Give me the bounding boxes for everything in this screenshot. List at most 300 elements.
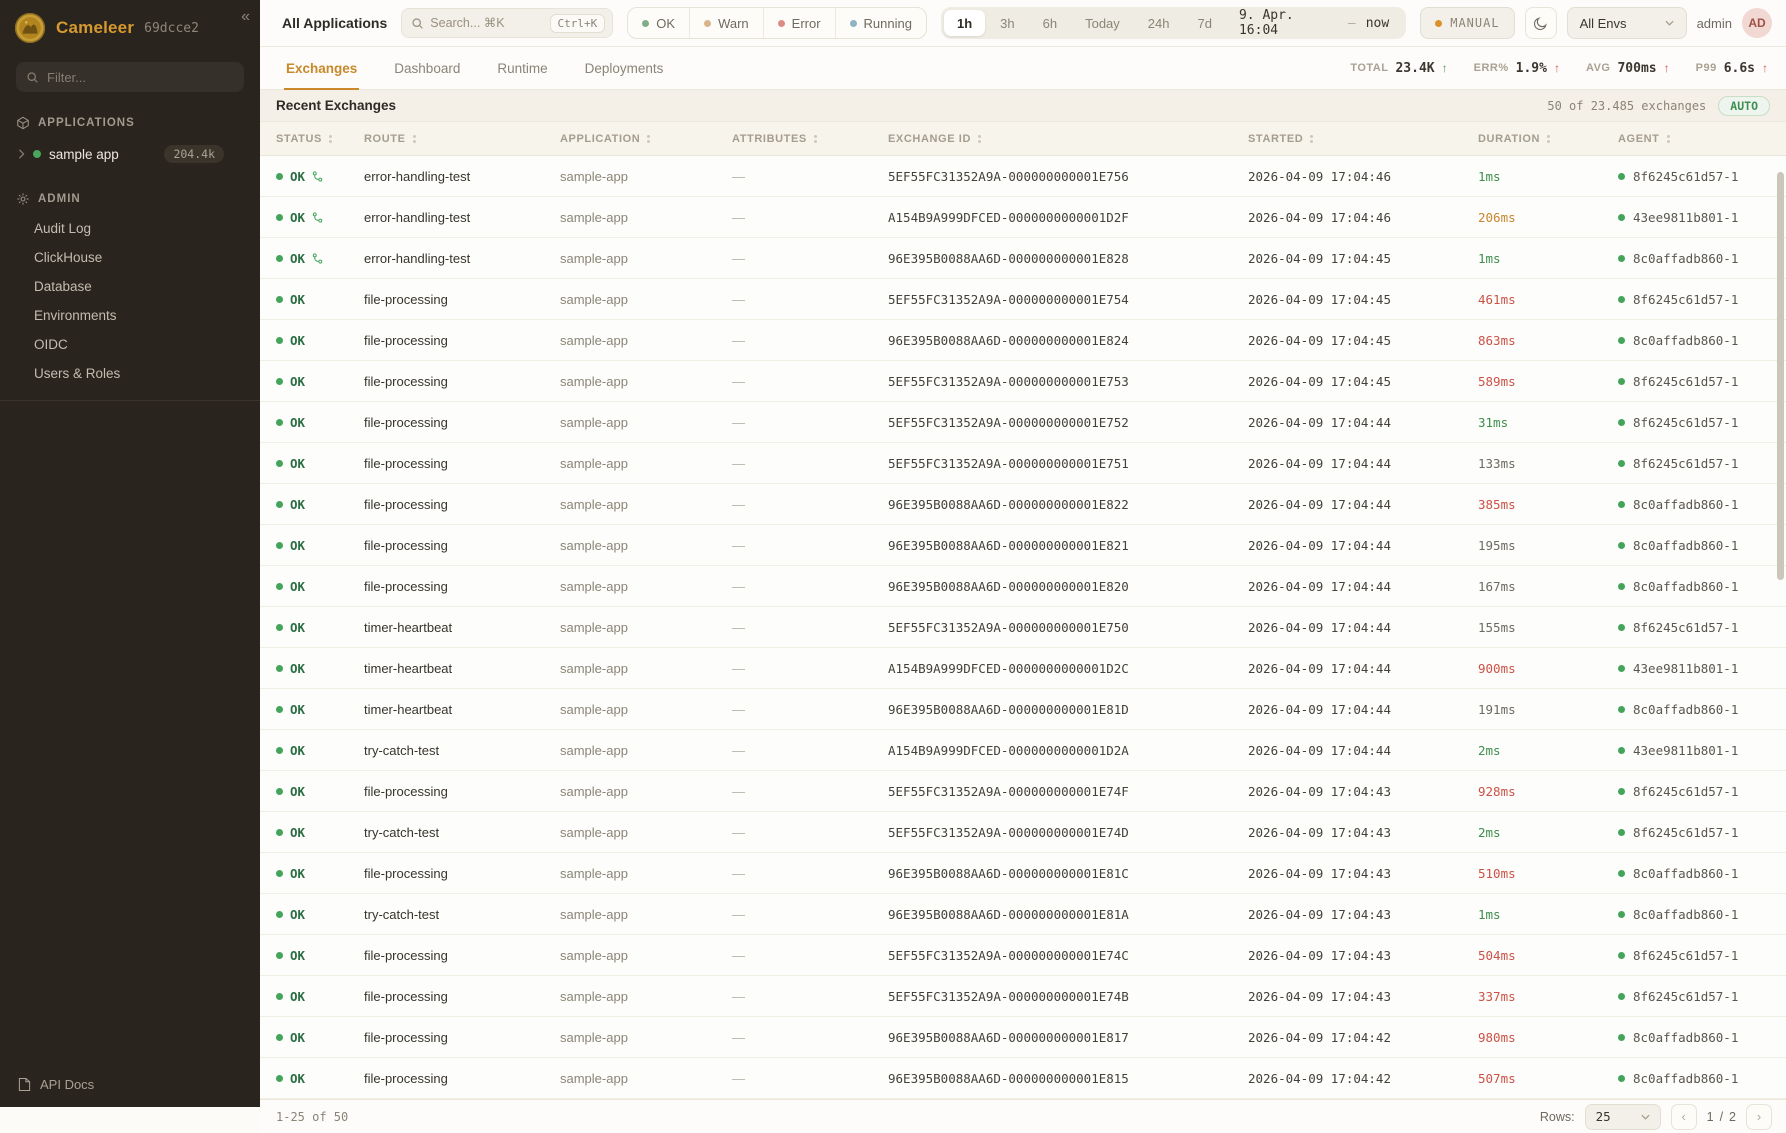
attributes-cell: — <box>732 373 745 389</box>
agent-id: 8f6245c61d57-1 <box>1633 619 1739 635</box>
status-dot <box>276 706 283 713</box>
duration-cell: 195ms <box>1478 537 1516 553</box>
sidebar-divider <box>0 400 260 401</box>
agent-id: 43ee9811b801-1 <box>1633 660 1739 676</box>
agent-status-dot <box>1618 829 1625 836</box>
vertical-scrollbar[interactable] <box>1777 172 1784 580</box>
refresh-mode-button[interactable] <box>1420 7 1514 39</box>
exchange-id-cell: 96E395B0088AA6D-000000000001E81C <box>888 865 1129 881</box>
duration-cell: 461ms <box>1478 291 1516 307</box>
table-row[interactable] <box>260 935 1786 976</box>
status-label: OK <box>290 988 306 1004</box>
application-cell: sample-app <box>560 537 628 553</box>
agent-status-dot <box>1618 173 1625 180</box>
duration-cell: 133ms <box>1478 455 1516 471</box>
started-cell: 2026-04-09 17:04:45 <box>1248 291 1391 307</box>
status-cell <box>276 784 364 799</box>
table-row[interactable] <box>260 156 1786 197</box>
status-filter-dot <box>778 20 785 27</box>
attributes-cell: — <box>732 701 745 717</box>
status-dot <box>276 173 283 180</box>
status-cell <box>276 825 364 840</box>
application-cell: sample-app <box>560 168 628 184</box>
attributes-cell: — <box>732 455 745 471</box>
agent-id: 8c0affadb860-1 <box>1633 1070 1739 1086</box>
attributes-cell: — <box>732 947 745 963</box>
table-title-right <box>1547 96 1770 116</box>
attributes-cell: — <box>732 865 745 881</box>
sidebar-admin-item[interactable]: Database <box>34 279 92 294</box>
started-cell: 2026-04-09 17:04:44 <box>1248 619 1391 635</box>
table-row[interactable] <box>260 443 1786 484</box>
attributes-cell: — <box>732 209 745 225</box>
agent-id: 8c0affadb860-1 <box>1633 250 1739 266</box>
started-cell: 2026-04-09 17:04:45 <box>1248 250 1391 266</box>
status-label: OK <box>290 209 306 225</box>
manual-mode-label: MANUAL <box>1450 16 1500 30</box>
table-row[interactable] <box>260 894 1786 935</box>
column-header[interactable] <box>560 133 732 145</box>
application-cell: sample-app <box>560 578 628 594</box>
route-cell: file-processing <box>364 988 448 1004</box>
column-header[interactable] <box>1478 133 1618 145</box>
application-cell: sample-app <box>560 619 628 635</box>
stat-value: 23.4K <box>1395 60 1435 76</box>
application-cell: sample-app <box>560 865 628 881</box>
column-header[interactable] <box>888 133 1248 145</box>
duration-cell: 2ms <box>1478 824 1501 840</box>
column-header[interactable] <box>276 133 364 145</box>
status-dot <box>276 1075 283 1082</box>
build-hash: 69dcce2 <box>144 20 199 36</box>
duration-cell: 337ms <box>1478 988 1516 1004</box>
time-range-group <box>941 7 1406 39</box>
user-avatar[interactable]: AD <box>1742 8 1772 38</box>
exchange-id-cell: 96E395B0088AA6D-000000000001E828 <box>888 250 1129 266</box>
route-cell: file-processing <box>364 578 448 594</box>
duration-cell: 167ms <box>1478 578 1516 594</box>
agent-id: 8c0affadb860-1 <box>1633 332 1739 348</box>
application-cell: sample-app <box>560 373 628 389</box>
dark-mode-toggle[interactable] <box>1525 7 1557 39</box>
agent-cell <box>1618 743 1786 758</box>
agent-status-dot <box>1618 419 1625 426</box>
column-header[interactable] <box>732 133 888 145</box>
page-separator: / <box>1719 1109 1724 1124</box>
duration-cell: 31ms <box>1478 414 1509 430</box>
started-cell: 2026-04-09 17:04:46 <box>1248 209 1391 225</box>
tab[interactable]: Runtime <box>495 47 549 89</box>
status-label: OK <box>290 1029 306 1045</box>
route-cell: error-handling-test <box>364 250 471 266</box>
route-cell: error-handling-test <box>364 209 471 225</box>
started-cell: 2026-04-09 17:04:43 <box>1248 824 1391 840</box>
attributes-cell: — <box>732 783 745 799</box>
exchange-id-cell: 5EF55FC31352A9A-000000000001E751 <box>888 455 1129 471</box>
agent-cell <box>1618 251 1786 266</box>
application-cell: sample-app <box>560 988 628 1004</box>
attributes-cell: — <box>732 578 745 594</box>
started-cell: 2026-04-09 17:04:42 <box>1248 1070 1391 1086</box>
status-cell <box>276 374 364 389</box>
duration-cell: 928ms <box>1478 783 1516 799</box>
exchange-id-cell: 5EF55FC31352A9A-000000000001E753 <box>888 373 1129 389</box>
status-dot <box>276 378 283 385</box>
stat-value: 700ms <box>1617 60 1657 76</box>
range-to: now <box>1365 15 1390 31</box>
sidebar-admin-item[interactable]: OIDC <box>34 337 68 352</box>
status-dot <box>276 296 283 303</box>
table-title: Recent Exchanges <box>276 98 397 113</box>
time-range-button[interactable]: 6h <box>1030 10 1070 36</box>
exchange-id-cell: 5EF55FC31352A9A-000000000001E74C <box>888 947 1129 963</box>
agent-status-dot <box>1618 542 1625 549</box>
time-range-button[interactable]: 7d <box>1185 10 1225 36</box>
table-row[interactable] <box>260 361 1786 402</box>
time-range-button[interactable]: Today <box>1072 10 1133 36</box>
table-row[interactable] <box>260 238 1786 279</box>
status-dot <box>276 665 283 672</box>
agent-cell <box>1618 907 1786 922</box>
agent-status-dot <box>1618 706 1625 713</box>
started-cell: 2026-04-09 17:04:43 <box>1248 947 1391 963</box>
route-cell: file-processing <box>364 291 448 307</box>
agent-id: 8f6245c61d57-1 <box>1633 168 1739 184</box>
status-label: OK <box>290 660 306 676</box>
attributes-cell: — <box>732 414 745 430</box>
route-cell: file-processing <box>364 783 448 799</box>
application-cell: sample-app <box>560 455 628 471</box>
stat-value: 6.6s <box>1723 60 1755 76</box>
application-cell: sample-app <box>560 414 628 430</box>
agent-cell <box>1618 579 1786 594</box>
agent-id: 8f6245c61d57-1 <box>1633 455 1739 471</box>
column-header-label: DURATION <box>1478 132 1541 145</box>
application-cell: sample-app <box>560 701 628 717</box>
table-row[interactable] <box>260 525 1786 566</box>
table-row[interactable] <box>260 771 1786 812</box>
attributes-cell: — <box>732 1029 745 1045</box>
column-header[interactable] <box>364 133 560 145</box>
search-icon <box>26 71 39 84</box>
agent-status-dot <box>1618 255 1625 262</box>
exchange-id-cell: 5EF55FC31352A9A-000000000001E74D <box>888 824 1129 840</box>
table-row[interactable] <box>260 566 1786 607</box>
agent-cell <box>1618 784 1786 799</box>
rows-per-page-select[interactable] <box>1585 1104 1661 1130</box>
status-dot <box>276 788 283 795</box>
stat-value: 1.9% <box>1515 60 1547 76</box>
duration-cell: 1ms <box>1478 906 1501 922</box>
status-label: OK <box>290 291 306 307</box>
exchange-id-cell: 5EF55FC31352A9A-000000000001E756 <box>888 168 1129 184</box>
agent-cell <box>1618 497 1786 512</box>
gear-icon <box>16 192 30 206</box>
status-cell <box>276 456 364 471</box>
status-dot <box>276 542 283 549</box>
exchange-count-summary: 50 of 23.485 exchanges <box>1547 98 1707 113</box>
started-cell: 2026-04-09 17:04:44 <box>1248 496 1391 512</box>
route-cell: timer-heartbeat <box>364 619 453 635</box>
table-row[interactable] <box>260 607 1786 648</box>
page-indicator <box>1707 1110 1736 1124</box>
tab[interactable]: Dashboard <box>392 47 462 89</box>
sidebar-admin-item[interactable]: Users & Roles <box>34 366 121 381</box>
duration-cell: 385ms <box>1478 496 1516 512</box>
route-cell: file-processing <box>364 865 448 881</box>
application-cell: sample-app <box>560 947 628 963</box>
stat <box>1474 61 1560 76</box>
custom-range-display[interactable] <box>1227 8 1403 38</box>
sidebar <box>0 0 260 1107</box>
status-cell <box>276 415 364 430</box>
exchange-id-cell: A154B9A999DFCED-0000000000001D2F <box>888 209 1129 225</box>
stat <box>1696 61 1768 76</box>
agent-cell <box>1618 169 1786 184</box>
sidebar-filter-input[interactable] <box>47 70 234 85</box>
status-label: OK <box>290 332 306 348</box>
table-row[interactable] <box>260 689 1786 730</box>
environment-select[interactable] <box>1567 7 1687 39</box>
agent-status-dot <box>1618 583 1625 590</box>
status-dot <box>276 501 283 508</box>
sort-icon <box>647 135 650 138</box>
duration-cell: 863ms <box>1478 332 1516 348</box>
duration-cell: 1ms <box>1478 168 1501 184</box>
agent-status-dot <box>1618 501 1625 508</box>
sort-icon <box>1310 135 1313 138</box>
route-cell: try-catch-test <box>364 824 440 840</box>
attributes-cell: — <box>732 906 745 922</box>
table-row[interactable] <box>260 1017 1786 1058</box>
started-cell: 2026-04-09 17:04:45 <box>1248 332 1391 348</box>
status-filter-button[interactable] <box>764 8 836 38</box>
route-cell: file-processing <box>364 455 448 471</box>
status-label: OK <box>290 496 306 512</box>
started-cell: 2026-04-09 17:04:44 <box>1248 414 1391 430</box>
agent-cell <box>1618 333 1786 348</box>
chevron-left-icon: ‹ <box>1681 1109 1686 1124</box>
table-row[interactable] <box>260 1058 1786 1099</box>
status-cell <box>276 702 364 717</box>
status-filter-dot <box>704 20 711 27</box>
started-cell: 2026-04-09 17:04:44 <box>1248 742 1391 758</box>
main-tabs <box>284 47 698 89</box>
table-row[interactable] <box>260 812 1786 853</box>
exchange-id-cell: 96E395B0088AA6D-000000000001E824 <box>888 332 1129 348</box>
started-cell: 2026-04-09 17:04:44 <box>1248 701 1391 717</box>
trend-arrow-icon: ↑ <box>1762 61 1768 75</box>
rows-per-page-label: Rows: <box>1539 1109 1575 1124</box>
chevron-right-icon[interactable] <box>18 149 25 159</box>
route-cell: file-processing <box>364 414 448 430</box>
table-row[interactable] <box>260 402 1786 443</box>
table-footer <box>260 1099 1786 1133</box>
sidebar-item-sample-app[interactable] <box>0 138 260 170</box>
status-cell <box>276 948 364 963</box>
tabs-row <box>260 47 1786 90</box>
exchange-id-cell: 5EF55FC31352A9A-000000000001E750 <box>888 619 1129 635</box>
started-cell: 2026-04-09 17:04:42 <box>1248 1029 1391 1045</box>
started-cell: 2026-04-09 17:04:44 <box>1248 537 1391 553</box>
sidebar-filter[interactable] <box>16 62 244 92</box>
sidebar-admin-item[interactable]: Audit Log <box>34 221 92 236</box>
sidebar-admin-item[interactable]: ClickHouse <box>34 250 103 265</box>
application-cell: sample-app <box>560 250 628 266</box>
admin-section-header <box>0 184 260 214</box>
api-docs-link[interactable] <box>0 1062 260 1107</box>
agent-status-dot <box>1618 624 1625 631</box>
range-separator: — <box>1347 15 1356 31</box>
status-cell <box>276 907 364 922</box>
status-cell <box>276 333 364 348</box>
package-icon <box>16 116 30 130</box>
table-header <box>260 122 1786 156</box>
status-label: OK <box>290 947 306 963</box>
status-dot <box>276 214 283 221</box>
column-header[interactable] <box>1618 133 1786 145</box>
tab[interactable]: Exchanges <box>284 47 359 89</box>
duration-cell: 504ms <box>1478 947 1516 963</box>
application-cell: sample-app <box>560 1070 628 1086</box>
pagination-controls <box>1540 1104 1772 1130</box>
column-header-label: EXCHANGE ID <box>888 132 971 145</box>
attributes-cell: — <box>732 291 745 307</box>
all-applications-label[interactable]: All Applications <box>282 15 388 31</box>
table-row[interactable] <box>260 279 1786 320</box>
stat-label: ERR% <box>1473 62 1509 74</box>
status-label: OK <box>290 373 306 389</box>
auto-refresh-badge[interactable]: AUTO <box>1718 96 1770 116</box>
status-filter-button[interactable] <box>628 8 690 38</box>
exchange-id-cell: 5EF55FC31352A9A-000000000001E754 <box>888 291 1129 307</box>
status-filter-label: Error <box>791 15 821 31</box>
status-cell <box>276 989 364 1004</box>
started-cell: 2026-04-09 17:04:46 <box>1248 168 1391 184</box>
previous-page-button[interactable] <box>1671 1104 1697 1130</box>
exchange-id-cell: 96E395B0088AA6D-000000000001E817 <box>888 1029 1129 1045</box>
application-cell: sample-app <box>560 824 628 840</box>
agent-cell <box>1618 866 1786 881</box>
duration-cell: 2ms <box>1478 742 1501 758</box>
sort-icon <box>814 135 817 138</box>
chevron-down-icon <box>1641 1114 1650 1120</box>
route-cell: file-processing <box>364 373 448 389</box>
route-cell: file-processing <box>364 947 448 963</box>
status-cell <box>276 497 364 512</box>
route-cell: file-processing <box>364 1070 448 1086</box>
status-filter-button[interactable] <box>690 8 764 38</box>
agent-cell <box>1618 948 1786 963</box>
route-cell: file-processing <box>364 537 448 553</box>
column-header-label: STATUS <box>276 132 322 145</box>
column-header-label: ATTRIBUTES <box>732 132 807 145</box>
main-area <box>260 0 1786 1124</box>
table-row[interactable] <box>260 976 1786 1017</box>
started-cell: 2026-04-09 17:04:43 <box>1248 783 1391 799</box>
status-filter-button[interactable] <box>836 8 926 38</box>
exchange-id-cell: 5EF55FC31352A9A-000000000001E74B <box>888 988 1129 1004</box>
status-filter-label: Running <box>863 15 912 31</box>
stat-label: TOTAL <box>1350 62 1389 74</box>
table-row[interactable] <box>260 730 1786 771</box>
application-cell: sample-app <box>560 209 628 225</box>
exchange-id-cell: 96E395B0088AA6D-000000000001E820 <box>888 578 1129 594</box>
agent-id: 43ee9811b801-1 <box>1633 742 1739 758</box>
stat <box>1350 61 1447 76</box>
agent-id: 8f6245c61d57-1 <box>1633 783 1739 799</box>
column-header[interactable] <box>1248 133 1478 145</box>
time-range-button[interactable]: 1h <box>944 10 985 36</box>
sidebar-admin-item[interactable]: Environments <box>34 308 117 323</box>
attributes-cell: — <box>732 496 745 512</box>
started-cell: 2026-04-09 17:04:44 <box>1248 455 1391 471</box>
agent-cell <box>1618 292 1786 307</box>
topbar-right <box>1420 7 1772 39</box>
started-cell: 2026-04-09 17:04:44 <box>1248 660 1391 676</box>
attributes-cell: — <box>732 988 745 1004</box>
time-range-button[interactable]: 24h <box>1135 10 1183 36</box>
agent-status-dot <box>1618 214 1625 221</box>
agent-id: 43ee9811b801-1 <box>1633 209 1739 225</box>
branch-icon <box>312 171 323 182</box>
search-input[interactable] <box>430 16 543 30</box>
status-cell <box>276 251 364 266</box>
status-label: OK <box>290 414 306 430</box>
started-cell: 2026-04-09 17:04:43 <box>1248 988 1391 1004</box>
table-row[interactable] <box>260 484 1786 525</box>
column-header-label: ROUTE <box>364 132 406 145</box>
tab[interactable]: Deployments <box>583 47 666 89</box>
status-label: OK <box>290 619 306 635</box>
status-dot <box>276 911 283 918</box>
global-search[interactable] <box>401 8 613 38</box>
status-cell <box>276 579 364 594</box>
agent-cell <box>1618 538 1786 553</box>
table-row[interactable] <box>260 648 1786 689</box>
table-row[interactable] <box>260 197 1786 238</box>
applications-label: APPLICATIONS <box>38 117 135 129</box>
app-exchange-count-badge: 204.4k <box>164 145 224 163</box>
route-cell: try-catch-test <box>364 742 440 758</box>
status-label: OK <box>290 865 306 881</box>
applications-section-header <box>0 108 260 138</box>
agent-cell <box>1618 210 1786 225</box>
rows-per-page-value: 25 <box>1595 1109 1611 1124</box>
agent-id: 8f6245c61d57-1 <box>1633 988 1739 1004</box>
attributes-cell: — <box>732 742 745 758</box>
next-page-button[interactable] <box>1746 1104 1772 1130</box>
app-item-name: sample app <box>49 146 119 162</box>
attributes-cell: — <box>732 537 745 553</box>
moon-icon <box>1533 16 1548 31</box>
time-range-button[interactable]: 3h <box>987 10 1027 36</box>
agent-id: 8c0affadb860-1 <box>1633 865 1739 881</box>
collapse-sidebar-button[interactable]: « <box>241 8 250 25</box>
agent-id: 8f6245c61d57-1 <box>1633 373 1739 389</box>
table-row[interactable] <box>260 853 1786 894</box>
duration-cell: 1ms <box>1478 250 1501 266</box>
status-filter-dot <box>850 20 857 27</box>
status-dot <box>276 870 283 877</box>
table-row[interactable] <box>260 320 1786 361</box>
stat <box>1586 61 1670 76</box>
status-dot <box>276 460 283 467</box>
chevron-right-icon: › <box>1756 1109 1762 1124</box>
manual-mode-dot <box>1435 20 1442 27</box>
application-cell: sample-app <box>560 496 628 512</box>
time-range-buttons <box>944 10 1225 36</box>
